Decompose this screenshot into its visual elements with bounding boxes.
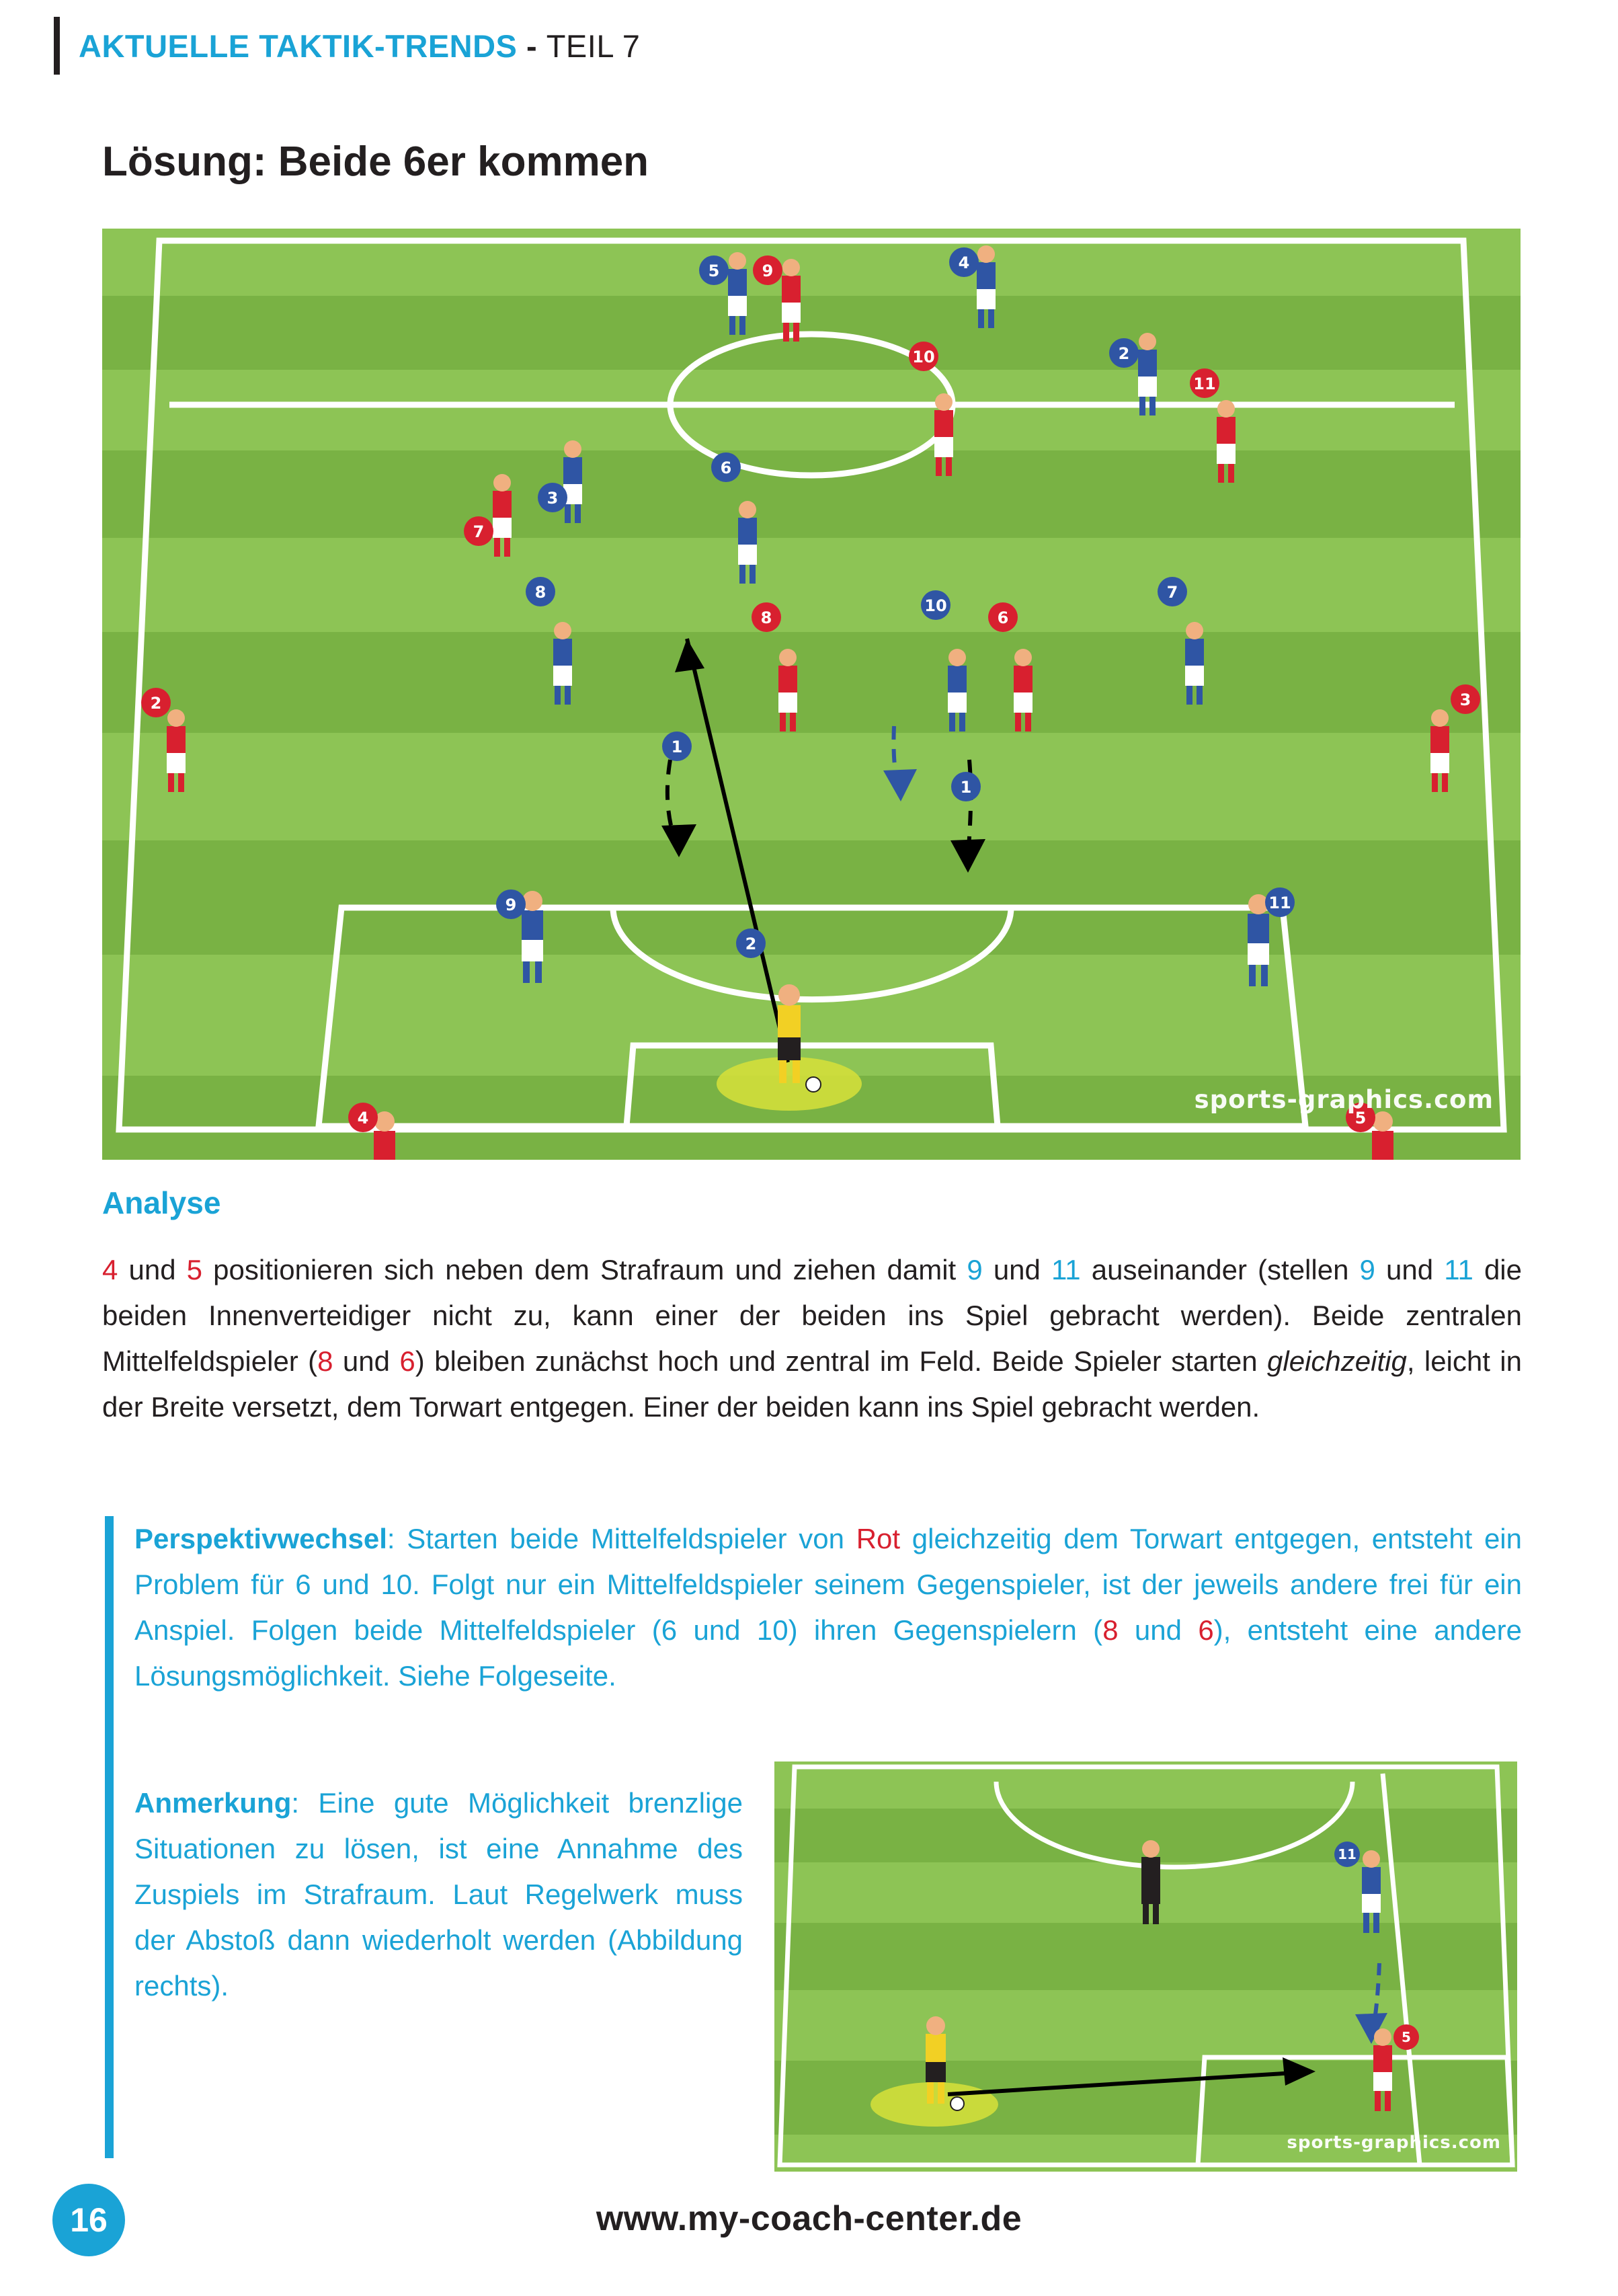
header-title-separator: - (517, 28, 547, 64)
ref-blue-11: 11 (1051, 1254, 1081, 1285)
svg-text:11: 11 (1268, 894, 1291, 912)
page-number-badge: 16 (52, 2184, 125, 2256)
svg-text:6: 6 (997, 608, 1009, 627)
svg-text:2: 2 (745, 935, 757, 953)
svg-text:5: 5 (1402, 2029, 1411, 2045)
ref-blue-11b: 11 (1444, 1254, 1473, 1285)
svg-text:5: 5 (1354, 1109, 1367, 1127)
header (54, 17, 640, 75)
ref-red-6: 6 (399, 1345, 415, 1377)
perspektivwechsel-label: Perspektivwechsel (134, 1523, 387, 1554)
analyse-heading: Analyse (102, 1185, 221, 1220)
svg-text:10: 10 (924, 596, 947, 615)
pw-seg-3: und (1118, 1614, 1199, 1646)
svg-text:8: 8 (534, 583, 547, 602)
svg-text:1: 1 (671, 738, 683, 756)
text-seg-2: positionieren sich neben dem Strafraum und ziehen damit (202, 1254, 967, 1285)
text-seg-5: und (1375, 1254, 1445, 1285)
text-seg-9: , leicht in der Breite versetzt, dem Torwart entgegen. Einer der beiden kann ins Spiel gebracht werden. (102, 1345, 1522, 1423)
text-seg-1: und (118, 1254, 187, 1285)
pw-ref-6: 6 (1198, 1614, 1214, 1646)
pw-seg-4: ), entsteht eine andere Lösungsmöglichkeit. Siehe Folgeseite. (134, 1614, 1522, 1692)
pw-seg-2: gleichzeitig dem Torwart entgegen, entsteht ein Problem für 6 und 10. Folgt nur ein Mittelfeldspieler seinem Gegenspieler, ist der jeweils andere frei für ein Anspiel. Folgen beide Mittelfeldspieler (6 und 10) ihren Gegenspielern ( (134, 1523, 1522, 1646)
text-seg-8: ) bleiben zunächst hoch und zentral im Feld. Beide Spieler starten (415, 1345, 1268, 1377)
ref-blue-9b: 9 (1359, 1254, 1375, 1285)
footer-url[interactable]: www.my-coach-center.de (596, 2199, 1022, 2238)
svg-text:9: 9 (762, 262, 774, 280)
text-seg-3: und (982, 1254, 1052, 1285)
pw-ref-rot: Rot (856, 1523, 901, 1554)
anm-seg-1: : Eine gute Möglichkeit brenzlige Situationen zu lösen, ist eine Annahme des Zuspiels im Strafraum. Laut Regelwerk muss der Abstoß dann wiederholt werden (Abbildung rechts). (134, 1787, 743, 2002)
svg-text:3: 3 (547, 489, 559, 508)
header-title-part2: TEIL 7 (546, 28, 641, 64)
svg-text:3: 3 (1459, 690, 1471, 709)
svg-text:2: 2 (150, 694, 162, 713)
ref-red-5: 5 (186, 1254, 203, 1285)
figure-main-watermark: sports-graphics.com (1194, 1085, 1494, 1114)
header-accent-bar (54, 17, 60, 75)
text-seg-4: auseinander (stellen (1080, 1254, 1360, 1285)
pw-seg-1: : Starten beide Mittelfeldspieler von (387, 1523, 856, 1554)
figure-small-watermark: sports-graphics.com (1287, 2133, 1501, 2153)
svg-text:6: 6 (720, 459, 732, 477)
svg-text:7: 7 (473, 522, 485, 541)
svg-text:2: 2 (1118, 344, 1130, 363)
svg-text:11: 11 (1338, 1846, 1357, 1862)
perspektivwechsel-paragraph (134, 1516, 1522, 1699)
svg-text:10: 10 (912, 348, 935, 366)
pitch-svg-main (102, 229, 1521, 1160)
header-title-part1: AKTUELLE TAKTIK-TRENDS (79, 28, 518, 64)
ref-red-4: 4 (102, 1254, 118, 1285)
svg-text:11: 11 (1193, 374, 1216, 393)
svg-text:9: 9 (505, 896, 517, 914)
page-title: Lösung: Beide 6er kommen (102, 138, 649, 185)
pw-ref-8: 8 (1102, 1614, 1119, 1646)
quote-accent-bar (105, 1516, 114, 2158)
svg-text:5: 5 (708, 262, 720, 280)
svg-text:1: 1 (960, 778, 972, 797)
text-seg-6: die beiden Innenverteidiger nicht zu, kann einer der beiden ins Spiel gebracht werden). Beide zentralen Mittelfeldspieler ( (102, 1254, 1522, 1377)
analyse-paragraph (102, 1247, 1522, 1430)
svg-text:4: 4 (357, 1109, 369, 1127)
svg-text:8: 8 (760, 608, 772, 627)
header-title (79, 28, 640, 65)
emphasis-gleichzeitig: gleichzeitig (1267, 1345, 1407, 1377)
tactics-diagram-main (102, 229, 1521, 1160)
tactics-diagram-small (774, 1761, 1517, 2172)
svg-text:4: 4 (958, 253, 970, 272)
ref-blue-9: 9 (967, 1254, 983, 1285)
anmerkung-paragraph (134, 1780, 743, 2009)
ref-red-8: 8 (317, 1345, 333, 1377)
text-seg-7: und (333, 1345, 400, 1377)
anmerkung-label: Anmerkung (134, 1787, 292, 1819)
svg-text:7: 7 (1166, 583, 1178, 602)
pitch-svg-small (774, 1761, 1517, 2172)
